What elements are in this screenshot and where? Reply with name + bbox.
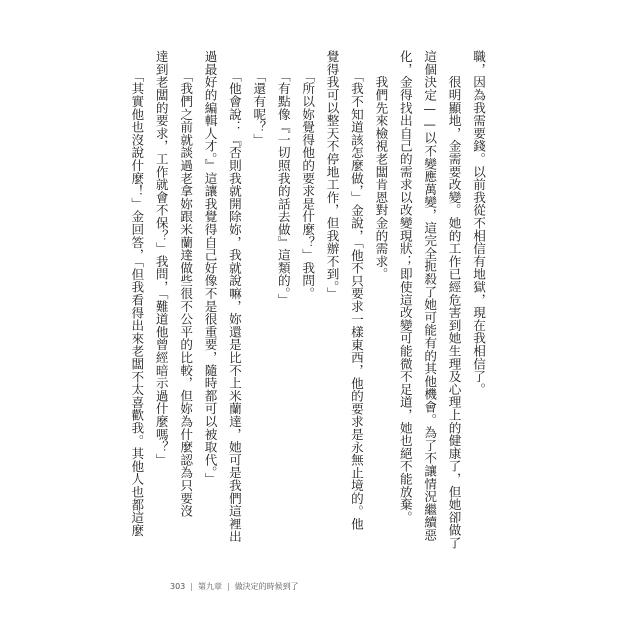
text-line: 「所以妳覺得他的要求是什麼？」我問。 <box>300 50 316 300</box>
text-line: 我們先來檢視老闆肯恩對金的需求。 <box>373 50 389 281</box>
text-line: 化，金得找出自己的需求以改變現狀；即使這改變可能微不足道，她也絕不能放棄。 <box>397 50 413 524</box>
footer-separator: | <box>190 582 193 591</box>
page-number: 303 <box>170 582 186 591</box>
text-line: 很明顯地，金需要改變。她的工作已經危害到她生理及心理上的健康了，但她卻做了 <box>446 50 462 550</box>
text-line: 「其實他也沒說什麼！」金回答，「但我看得出來老闆不太喜歡我。其他人也都這麼 <box>129 50 145 537</box>
chapter-title: 做決定的時候到了 <box>234 582 299 591</box>
chapter-label: 第九章 <box>197 582 222 591</box>
page-footer <box>170 581 299 592</box>
footer-separator: | <box>226 582 230 591</box>
text-line: 這個決定——以不變應萬變，這完全扼殺了她可能有的其他機會。為了不讓情況繼續惡 <box>422 50 438 542</box>
text-line: 「我不知道該怎麼做，」金說，「他不只要求一樣東西，他的要求是永無止境的。他 <box>348 50 364 531</box>
body-text <box>124 50 490 570</box>
text-line: 「他會說：『否則我就開除妳，我就說嘛，妳還是比不上米蘭達，她可是我們這裡出 <box>226 50 242 543</box>
text-line: 「我們之前就談過老拿妳跟米蘭達做些很不公平的比較，但妳為什麼認為只要沒 <box>178 50 194 518</box>
text-line: 「有點像『一切照我的話去做』這類的。」 <box>275 50 291 307</box>
text-line: 職，因為我需要錢。以前我從不相信有地獄，現在我相信了。 <box>471 50 486 396</box>
text-line: 「還有呢？」 <box>251 50 267 147</box>
text-line: 達到老闆的要求，工作就會不保？」我問，「難道他曾經暗示過什麼嗎？」 <box>153 50 169 467</box>
text-line: 覺得我可以整天不停地工作，但我辦不到。」 <box>324 50 340 300</box>
text-line: 過最好的編輯人才。』這讓我覺得自己好像不是很重要，隨時都可以被取代。」 <box>202 50 218 486</box>
